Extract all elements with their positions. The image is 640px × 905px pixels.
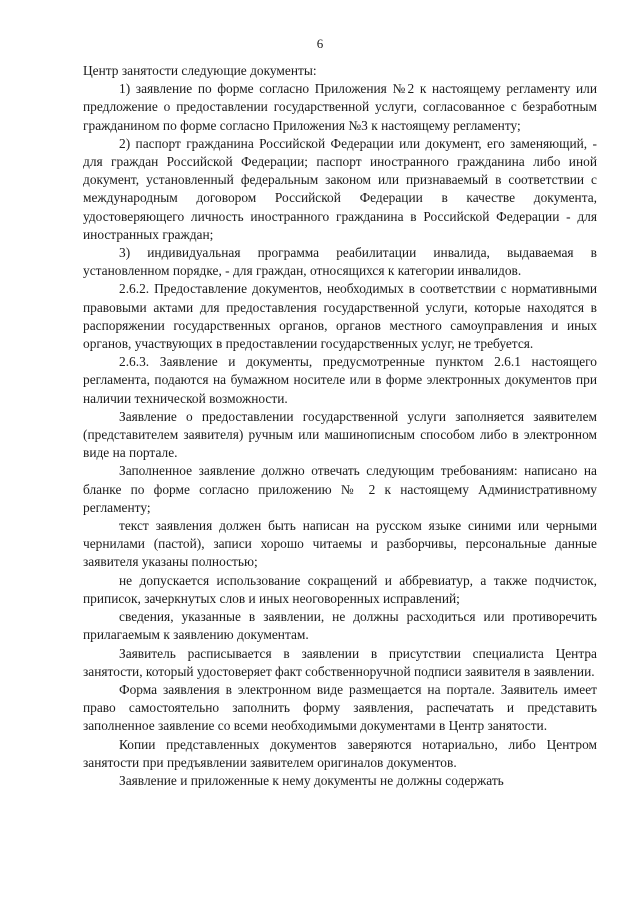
paragraph-intro: Центр занятости следующие документы: [83, 63, 317, 78]
paragraph-signature: Заявитель расписывается в заявлении в присутствии специалиста Центра занятости, который удостоверяет факт собственноручной подписи заявителя в заявлении. [83, 645, 597, 679]
paragraph-electronic-form: Форма заявления в электронном виде размещается на портале. Заявитель имеет право самостоятельно заполнить форму заявления, распечатать и представить заполненное заявление со всеми необходимыми документами в Центр занятости. [83, 681, 597, 734]
paragraph-item-1: 1) заявление по форме согласно Приложения №2 к настоящему регламенту или предложение о предоставлении государственной услуги, согласованное с безработным гражданином по форме согласно Приложения №3 к настоящему регламенту; [83, 81, 597, 133]
document-body [83, 62, 597, 790]
paragraph-item-2: 2) паспорт гражданина Российской Федерации или документ, его заменяющий, - для граждан Российской Федерации; паспорт иностранного гражданина либо иной документ, установленный федеральным законом или признаваемый в соответствии с международным договором Российской Федерации в качестве документа, удостоверяющего личность иностранного гражданина в Российской Федерации - для иностранных граждан; [83, 135, 597, 242]
paragraph-requirements: Заполненное заявление должно отвечать следующим требованиям: написано на бланке по форме согласно приложению № 2 к настоящему Административному регламенту; [83, 463, 597, 515]
paragraph-consistency: сведения, указанные в заявлении, не должны расходиться или противоречить прилагаемым к заявлению документам. [83, 609, 597, 643]
paragraph-no-abbreviations: не допускается использование сокращений и аббревиатур, а также подчисток, приписок, зачеркнутых слов и иных неоговоренных исправлений; [83, 572, 597, 606]
paragraph-item-3: 3) индивидуальная программа реабилитации инвалида, выдаваемая в установленном порядке, - для граждан, относящихся к категории инвалидов. [83, 245, 597, 279]
paragraph-2-6-2: 2.6.2. Предоставление документов, необходимых в соответствии с нормативными правовыми актами для предоставления государственной услуги, которые находятся в распоряжении государственных органов, органов местного самоуправления и иных органов, участвующих в предоставлении государственных услуг, не требуется. [83, 281, 597, 352]
paragraph-copies: Копии представленных документов заверяются нотариально, либо Центром занятости при предъявлении заявителем оригиналов документов. [83, 736, 597, 770]
paragraph-application-filling: Заявление о предоставлении государственной услуги заполняется заявителем (представителем заявителя) ручным или машинописным способом либо в электронном виде на портале. [83, 408, 597, 461]
paragraph-text-requirement: текст заявления должен быть написан на русском языке синими или черными чернилами (пастой), записи хорошо читаемы и разборчивы, персональные данные заявителя указаны полностью; [83, 518, 597, 570]
paragraph-final: Заявление и приложенные к нему документы не должны содержать [119, 772, 504, 788]
paragraph-2-6-3: 2.6.3. Заявление и документы, предусмотренные пунктом 2.6.1 настоящего регламента, подаются на бумажном носителе или в форме электронных документов при наличии технической возможности. [83, 354, 597, 406]
page-number: 6 [316, 36, 324, 51]
